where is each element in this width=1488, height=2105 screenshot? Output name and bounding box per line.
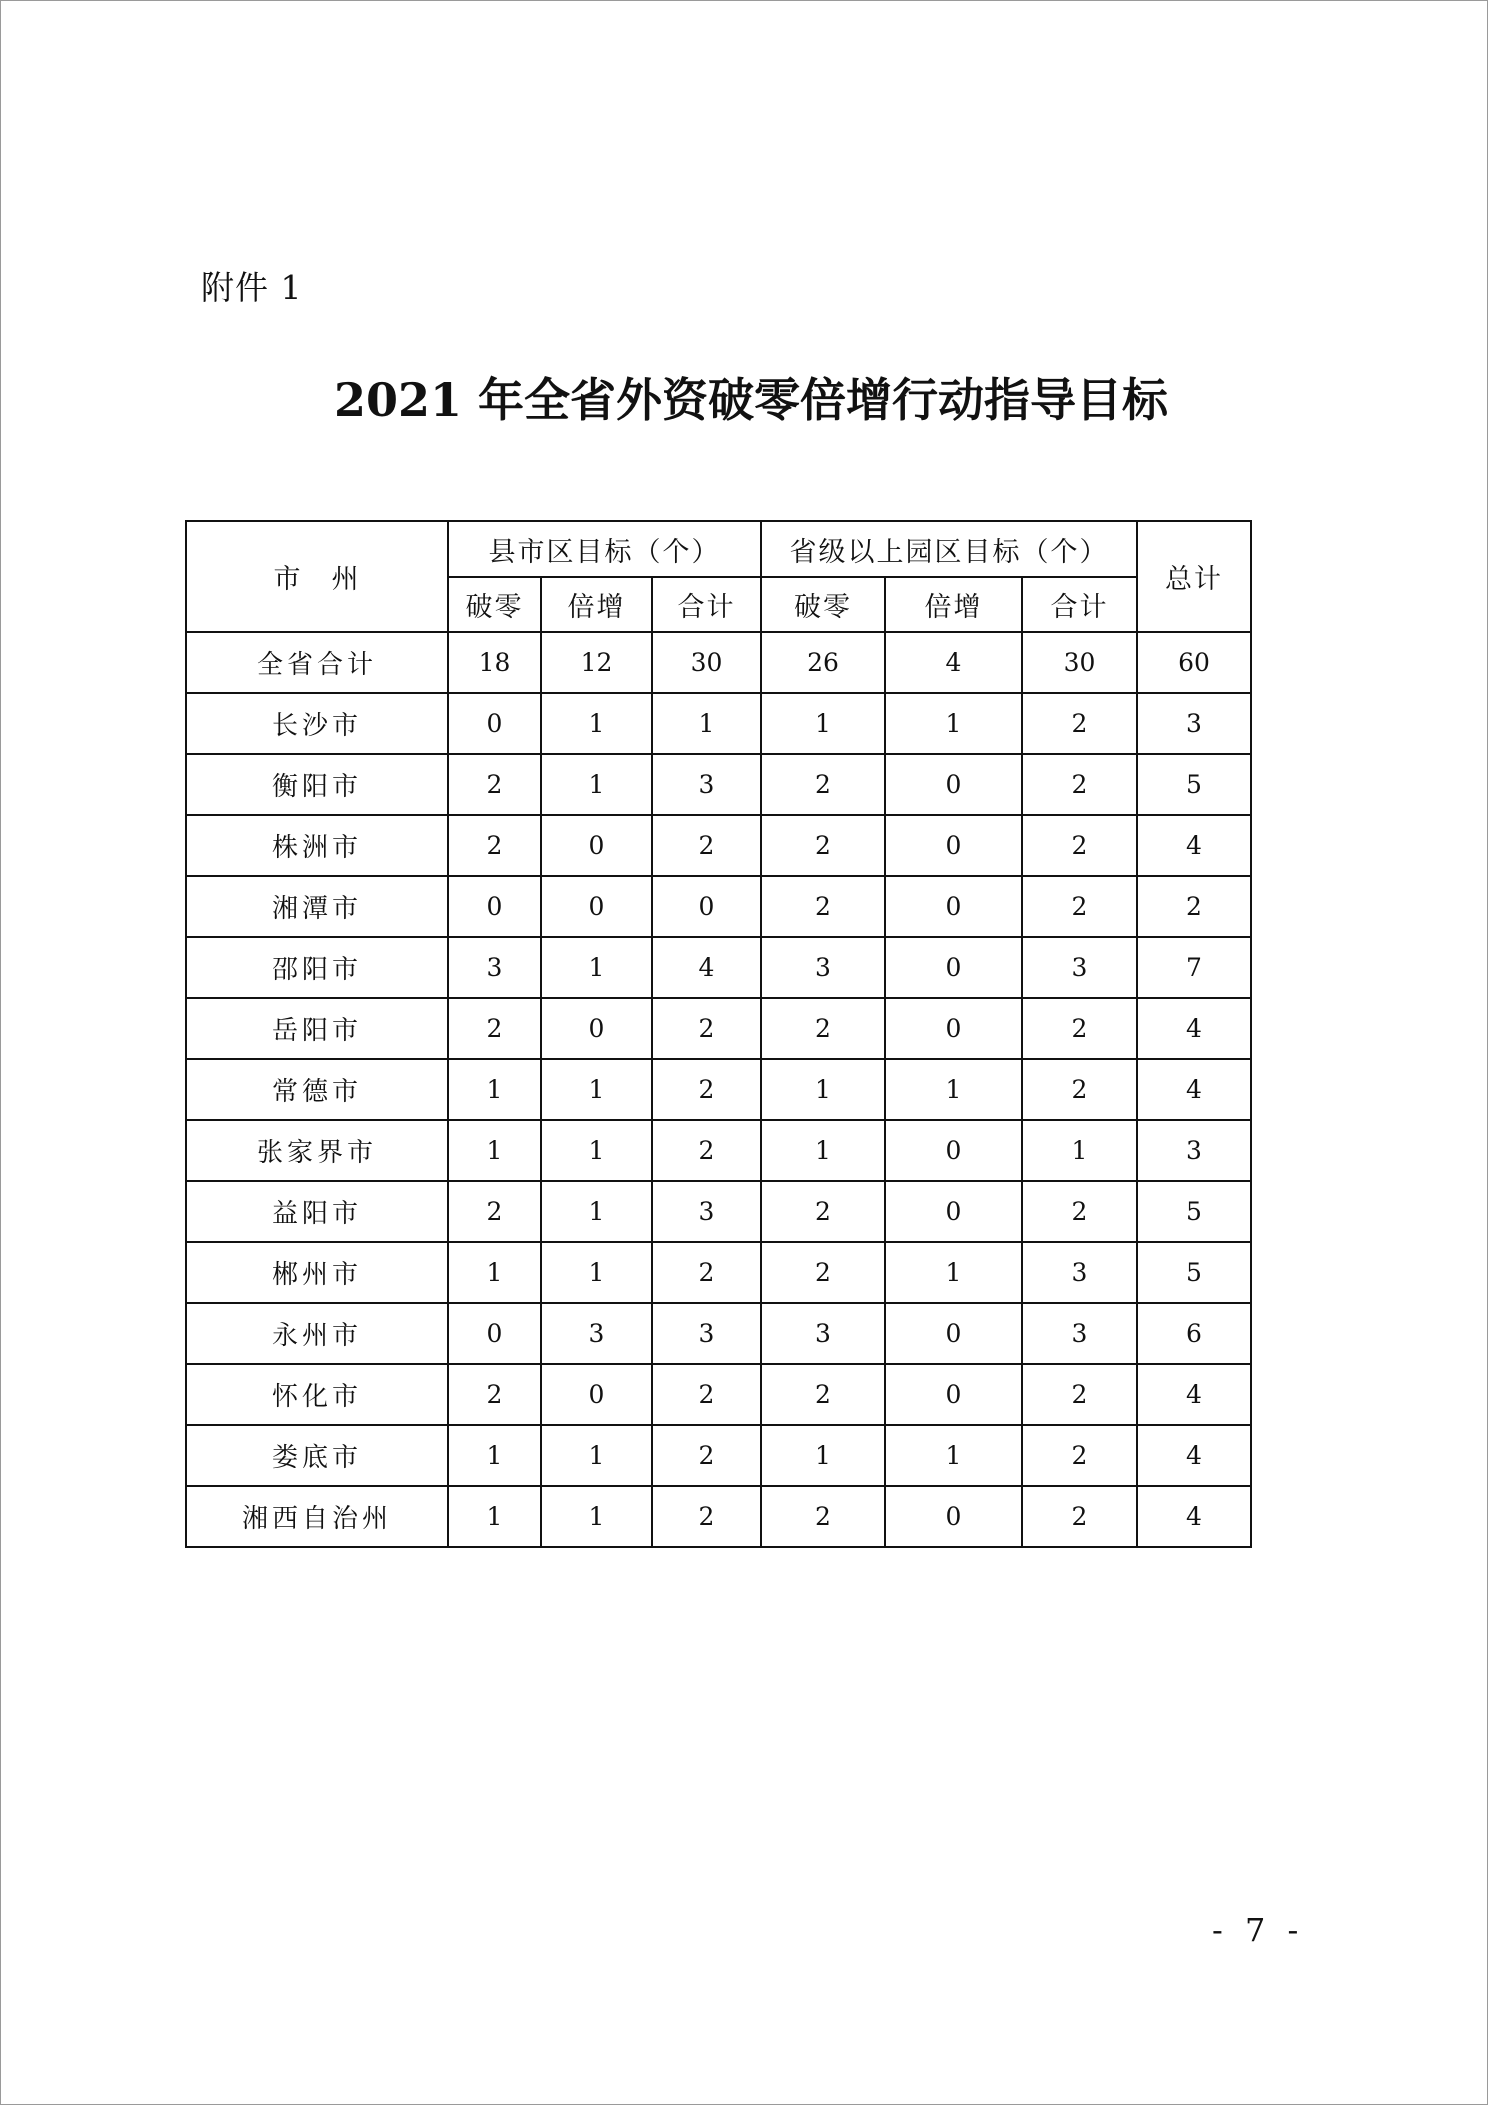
value-cell: 2	[1022, 754, 1137, 815]
value-cell: 2	[1022, 693, 1137, 754]
value-cell: 2	[652, 1059, 761, 1120]
table-row	[186, 998, 1251, 1059]
document-title: 2021 年全省外资破零倍增行动指导目标	[333, 373, 1169, 427]
total-cell: 5	[1137, 754, 1251, 815]
value-cell: 4	[652, 937, 761, 998]
value-cell: 2	[761, 1364, 885, 1425]
county-zero-header: 破零	[448, 577, 541, 632]
value-cell: 2	[761, 754, 885, 815]
value-cell: 0	[541, 876, 652, 937]
value-cell: 3	[652, 754, 761, 815]
county-sum-header: 合计	[652, 577, 761, 632]
value-cell: 3	[541, 1303, 652, 1364]
park-double-header: 倍增	[885, 577, 1022, 632]
value-cell: 0	[541, 1364, 652, 1425]
value-cell: 2	[1022, 1486, 1137, 1547]
region-cell: 常德市	[186, 1059, 448, 1120]
value-cell: 0	[885, 1181, 1022, 1242]
table-row	[186, 1059, 1251, 1120]
value-cell: 1	[541, 1486, 652, 1547]
value-cell: 1	[448, 1059, 541, 1120]
value-cell: 2	[761, 1242, 885, 1303]
table-body	[186, 632, 1251, 1547]
region-cell: 娄底市	[186, 1425, 448, 1486]
total-cell: 4	[1137, 1059, 1251, 1120]
value-cell: 1	[541, 1120, 652, 1181]
value-cell: 2	[652, 1425, 761, 1486]
table-row	[186, 754, 1251, 815]
value-cell: 2	[761, 876, 885, 937]
attachment-label: 附件 1	[201, 268, 303, 307]
value-cell: 0	[541, 998, 652, 1059]
region-cell: 株洲市	[186, 815, 448, 876]
value-cell: 1	[448, 1486, 541, 1547]
value-cell: 2	[652, 1364, 761, 1425]
value-cell: 12	[541, 632, 652, 693]
value-cell: 2	[448, 1364, 541, 1425]
value-cell: 2	[652, 1486, 761, 1547]
total-cell: 3	[1137, 1120, 1251, 1181]
value-cell: 1	[885, 1059, 1022, 1120]
value-cell: 2	[652, 998, 761, 1059]
value-cell: 0	[448, 876, 541, 937]
region-cell: 湘西自治州	[186, 1486, 448, 1547]
region-cell: 邵阳市	[186, 937, 448, 998]
region-cell: 郴州市	[186, 1242, 448, 1303]
table-row	[186, 815, 1251, 876]
value-cell: 1	[448, 1242, 541, 1303]
value-cell: 1	[541, 1059, 652, 1120]
page-number: - 7 -	[1212, 1911, 1305, 1949]
table-row	[186, 632, 1251, 693]
region-cell: 怀化市	[186, 1364, 448, 1425]
region-cell: 长沙市	[186, 693, 448, 754]
value-cell: 0	[885, 876, 1022, 937]
value-cell: 2	[652, 1242, 761, 1303]
region-cell: 湘潭市	[186, 876, 448, 937]
total-cell: 4	[1137, 1364, 1251, 1425]
value-cell: 3	[1022, 1303, 1137, 1364]
value-cell: 18	[448, 632, 541, 693]
total-cell: 4	[1137, 998, 1251, 1059]
value-cell: 0	[885, 937, 1022, 998]
value-cell: 2	[448, 1181, 541, 1242]
table-row	[186, 1486, 1251, 1547]
region-cell: 益阳市	[186, 1181, 448, 1242]
value-cell: 3	[448, 937, 541, 998]
total-column-header: 总计	[1137, 521, 1251, 632]
total-cell: 4	[1137, 815, 1251, 876]
region-cell: 全省合计	[186, 632, 448, 693]
value-cell: 0	[448, 693, 541, 754]
value-cell: 1	[885, 1425, 1022, 1486]
park-target-group-header: 省级以上园区目标（个）	[761, 521, 1137, 577]
table-row	[186, 1181, 1251, 1242]
county-double-header: 倍增	[541, 577, 652, 632]
value-cell: 3	[1022, 937, 1137, 998]
value-cell: 2	[448, 815, 541, 876]
value-cell: 0	[885, 1486, 1022, 1547]
value-cell: 1	[885, 1242, 1022, 1303]
total-cell: 60	[1137, 632, 1251, 693]
value-cell: 3	[761, 937, 885, 998]
table-row	[186, 1364, 1251, 1425]
region-cell: 岳阳市	[186, 998, 448, 1059]
value-cell: 3	[652, 1303, 761, 1364]
total-cell: 7	[1137, 937, 1251, 998]
value-cell: 1	[885, 693, 1022, 754]
table-row	[186, 1303, 1251, 1364]
region-cell: 衡阳市	[186, 754, 448, 815]
value-cell: 2	[761, 1181, 885, 1242]
value-cell: 0	[885, 815, 1022, 876]
region-cell: 永州市	[186, 1303, 448, 1364]
value-cell: 1	[541, 1181, 652, 1242]
value-cell: 1	[541, 1425, 652, 1486]
value-cell: 1	[761, 1059, 885, 1120]
value-cell: 2	[1022, 1181, 1137, 1242]
value-cell: 3	[652, 1181, 761, 1242]
value-cell: 1	[448, 1120, 541, 1181]
value-cell: 4	[885, 632, 1022, 693]
table-row	[186, 876, 1251, 937]
value-cell: 2	[761, 998, 885, 1059]
total-cell: 5	[1137, 1242, 1251, 1303]
table-row	[186, 937, 1251, 998]
value-cell: 0	[885, 1120, 1022, 1181]
value-cell: 1	[541, 693, 652, 754]
value-cell: 1	[761, 1120, 885, 1181]
value-cell: 0	[448, 1303, 541, 1364]
total-cell: 4	[1137, 1425, 1251, 1486]
value-cell: 0	[885, 754, 1022, 815]
value-cell: 1	[541, 937, 652, 998]
value-cell: 26	[761, 632, 885, 693]
total-cell: 4	[1137, 1486, 1251, 1547]
value-cell: 2	[1022, 1425, 1137, 1486]
value-cell: 3	[761, 1303, 885, 1364]
value-cell: 30	[652, 632, 761, 693]
value-cell: 0	[885, 998, 1022, 1059]
value-cell: 2	[448, 998, 541, 1059]
value-cell: 2	[1022, 876, 1137, 937]
total-cell: 6	[1137, 1303, 1251, 1364]
value-cell: 2	[1022, 1364, 1137, 1425]
total-cell: 5	[1137, 1181, 1251, 1242]
value-cell: 30	[1022, 632, 1137, 693]
value-cell: 0	[885, 1303, 1022, 1364]
value-cell: 2	[448, 754, 541, 815]
value-cell: 1	[541, 1242, 652, 1303]
value-cell: 2	[761, 1486, 885, 1547]
park-zero-header: 破零	[761, 577, 885, 632]
total-cell: 2	[1137, 876, 1251, 937]
value-cell: 2	[1022, 998, 1137, 1059]
value-cell: 3	[1022, 1242, 1137, 1303]
value-cell: 2	[1022, 815, 1137, 876]
county-target-group-header: 县市区目标（个）	[448, 521, 761, 577]
value-cell: 1	[761, 693, 885, 754]
value-cell: 2	[652, 1120, 761, 1181]
value-cell: 0	[885, 1364, 1022, 1425]
value-cell: 2	[652, 815, 761, 876]
table-row	[186, 1120, 1251, 1181]
table-row	[186, 1242, 1251, 1303]
city-column-header: 市 州	[186, 521, 448, 632]
value-cell: 0	[652, 876, 761, 937]
value-cell: 1	[761, 1425, 885, 1486]
table-header-row	[186, 521, 1251, 577]
value-cell: 1	[448, 1425, 541, 1486]
table-row	[186, 693, 1251, 754]
value-cell: 1	[652, 693, 761, 754]
value-cell: 2	[761, 815, 885, 876]
table-row	[186, 1425, 1251, 1486]
total-cell: 3	[1137, 693, 1251, 754]
park-sum-header: 合计	[1022, 577, 1137, 632]
region-cell: 张家界市	[186, 1120, 448, 1181]
value-cell: 1	[1022, 1120, 1137, 1181]
targets-table	[185, 520, 1252, 1548]
value-cell: 1	[541, 754, 652, 815]
value-cell: 2	[1022, 1059, 1137, 1120]
value-cell: 0	[541, 815, 652, 876]
